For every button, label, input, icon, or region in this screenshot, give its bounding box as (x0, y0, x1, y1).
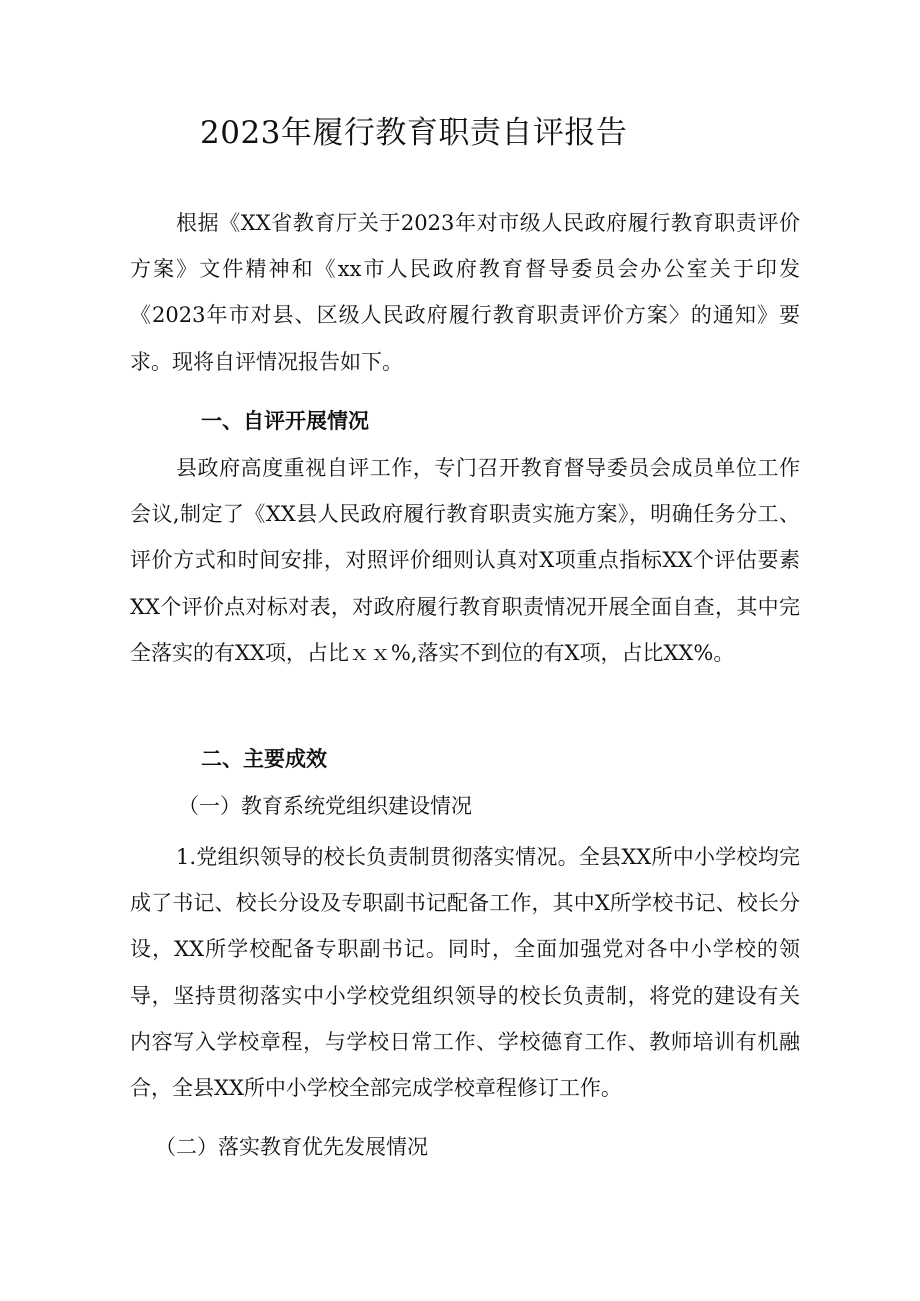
section1-heading: 一、自评开展情况 (201, 409, 369, 433)
section2-heading: 二、主要成效 (201, 747, 327, 771)
subsection1-heading: （一）教育系统党组织建设情况 (178, 794, 472, 818)
intro-paragraph: 根据《XX省教育厅关于2023年对市级人民政府履行教育职责评价方案》文件精神和《xx市人民政府教育督导委员会办公室关于印发《2023年市对县、区级人民政府履行教育职责评价方案〉的通知》要求。现将自评情况报告如下。 (130, 211, 800, 374)
subsection1-item1-paragraph: 1.党组织领导的校长负责制贯彻落实情况。全县XX所中小学校均完成了书记、校长分设及专职副书记配备工作，其中X所学校书记、校长分设，XX所学校配备专职副书记。同时，全面加强党对各中小学校的领导，坚持贯彻落实中小学校党组织领导的校长负责制，将党的建设有关内容写入学校章程，与学校日常工作、学校德育工作、教师培训有机融合，全县XX所中小学校全部完成学校章程修订工作。 (130, 845, 800, 1101)
document-title: 2023年履行教育职责自评报告 (200, 115, 628, 151)
subsection2-heading: （二）落实教育优先发展情况 (155, 1135, 428, 1159)
section1-paragraph: 县政府高度重视自评工作，专门召开教育督导委员会成员单位工作会议,制定了《XX县人民政府履行教育职责实施方案》，明确任务分工、评价方式和时间安排，对照评价细则认真对X项重点指标XX个评估要素XX个评价点对标对表，对政府履行教育职责情况开展全面自查，其中完全落实的有XX项，占比ｘｘ%,落实不到位的有X项，占比XX%。 (130, 456, 800, 665)
